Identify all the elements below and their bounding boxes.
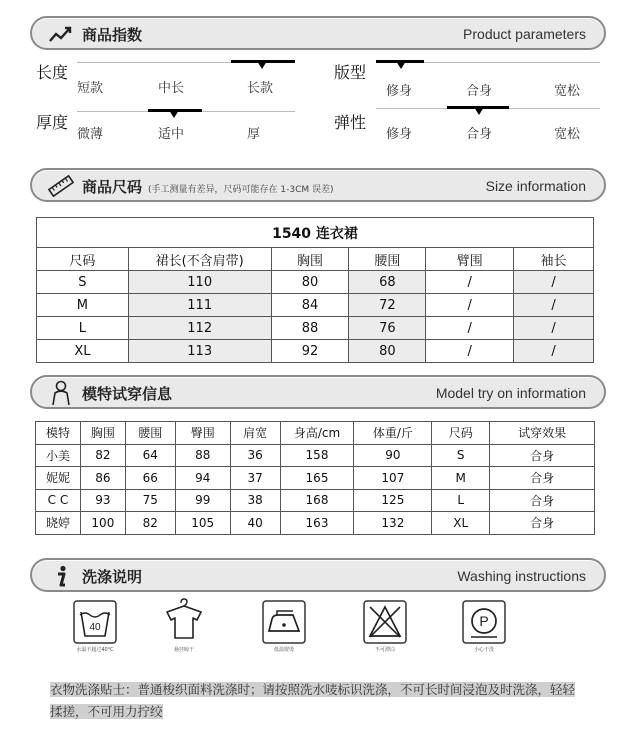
dry-clean-icon — [462, 600, 506, 644]
cell: 37 — [230, 467, 280, 490]
cell: L — [432, 489, 490, 512]
cell: 111 — [128, 294, 271, 317]
cell: 合身 — [490, 489, 595, 512]
cell: 165 — [280, 467, 354, 490]
header-cell: 胸围 — [271, 248, 349, 271]
cell: / — [514, 271, 594, 294]
cell: 75 — [125, 489, 175, 512]
table-row — [37, 271, 594, 294]
size-note: (手工测量有差异，尺码可能存在 1-3CM 误差) — [148, 185, 334, 195]
header-cell: 尺码 — [432, 422, 490, 445]
wash-caption: 低温熨烫 — [273, 647, 294, 653]
thickness-label: 厚度 — [36, 113, 69, 132]
cell: 66 — [125, 467, 175, 490]
cell: 76 — [349, 317, 426, 340]
cell: 合身 — [490, 444, 595, 467]
style-label: 版型 — [334, 63, 367, 82]
cell: 92 — [271, 340, 349, 363]
cell: / — [426, 294, 514, 317]
person-icon — [48, 380, 74, 406]
cell: 125 — [354, 489, 432, 512]
table-row — [37, 317, 594, 340]
elastic-marker-icon — [474, 107, 484, 115]
no-bleach-item — [359, 600, 411, 653]
trend-chart-icon — [48, 23, 74, 45]
cell: 100 — [80, 512, 125, 535]
banner-title-en: Washing instructions — [457, 568, 586, 584]
header-cell: 臀围 — [175, 422, 230, 445]
elastic-option: 修身 — [386, 127, 413, 142]
cell: 163 — [280, 512, 354, 535]
header-cell: 臂围 — [426, 248, 514, 271]
header-cell: 体重/斤 — [354, 422, 432, 445]
cell: 82 — [80, 444, 125, 467]
dry-clean-item — [458, 600, 510, 653]
washing-note — [50, 679, 584, 723]
iron-low-item — [258, 600, 310, 653]
cell: 88 — [175, 444, 230, 467]
washing-note-text: 衣物洗涤贴士：普通梭织面料洗涤时；请按照洗水唛标识洗涤，不可长时间浸泡及时洗涤，轻轻揉搓，不可用力拧绞 — [50, 682, 576, 719]
header-cell: 尺码 — [37, 248, 129, 271]
style-option: 修身 — [386, 84, 413, 99]
ruler-icon — [48, 175, 74, 197]
cell: / — [514, 294, 594, 317]
cell: M — [432, 467, 490, 490]
cell: / — [514, 340, 594, 363]
hang-dry-icon — [162, 596, 206, 644]
wash-caption: 悬挂晾干 — [173, 647, 194, 653]
cell: 40 — [230, 512, 280, 535]
wash-40-item — [69, 600, 121, 653]
iron-low-icon — [262, 600, 306, 644]
table-row — [36, 467, 595, 490]
cell: XL — [37, 340, 129, 363]
cell: 合身 — [490, 467, 595, 490]
banner-title: 模特试穿信息 — [82, 385, 173, 403]
cell: 93 — [80, 489, 125, 512]
info-icon — [48, 565, 74, 587]
size-table-header — [37, 248, 594, 271]
cell: 105 — [175, 512, 230, 535]
header-cell: 裙长(不含肩带) — [128, 248, 271, 271]
cell: / — [514, 317, 594, 340]
style-option: 宽松 — [554, 84, 581, 99]
cell: 90 — [354, 444, 432, 467]
cell: 82 — [125, 512, 175, 535]
header-cell: 腰围 — [125, 422, 175, 445]
model-table — [35, 421, 595, 535]
wash-40-icon — [73, 600, 117, 644]
cell: 72 — [349, 294, 426, 317]
cell: M — [37, 294, 129, 317]
cell: S — [432, 444, 490, 467]
cell: 80 — [271, 271, 349, 294]
cell: 88 — [271, 317, 349, 340]
elastic-option: 合身 — [466, 127, 493, 142]
length-option: 中长 — [158, 81, 185, 96]
banner-title: 商品尺码 (手工测量有差异，尺码可能存在 1-3CM 误差) — [82, 178, 334, 196]
cell: 妮妮 — [36, 467, 81, 490]
cell: S — [37, 271, 129, 294]
wash-caption: 小心干洗 — [473, 647, 494, 653]
cell: L — [37, 317, 129, 340]
length-option: 长款 — [247, 81, 274, 96]
product-parameters-banner — [30, 16, 606, 50]
cell: / — [426, 340, 514, 363]
cell: C C — [36, 489, 81, 512]
table-row — [36, 444, 595, 467]
style-option: 合身 — [466, 84, 493, 99]
thickness-option: 微薄 — [77, 127, 104, 142]
header-cell: 试穿效果 — [490, 422, 595, 445]
thickness-option: 厚 — [247, 127, 261, 142]
cell: 94 — [175, 467, 230, 490]
cell: / — [426, 317, 514, 340]
cell: 168 — [280, 489, 354, 512]
banner-title-en: Size information — [485, 178, 586, 194]
cell: 158 — [280, 444, 354, 467]
cell: 86 — [80, 467, 125, 490]
cell: 64 — [125, 444, 175, 467]
cell: 36 — [230, 444, 280, 467]
banner-title: 商品指数 — [82, 26, 143, 44]
cell: 晓婷 — [36, 512, 81, 535]
no-bleach-icon — [363, 600, 407, 644]
model-try-on-banner — [30, 375, 606, 409]
length-option: 短款 — [77, 81, 104, 96]
size-table-title: 1540 连衣裙 — [37, 218, 594, 248]
banner-title-en: Model try on information — [435, 385, 586, 401]
size-table — [36, 217, 594, 363]
elastic-label: 弹性 — [334, 113, 367, 132]
table-row — [37, 340, 594, 363]
header-cell: 腰围 — [349, 248, 426, 271]
cell: XL — [432, 512, 490, 535]
cell: 113 — [128, 340, 271, 363]
hang-dry-item — [158, 596, 210, 653]
cell: 合身 — [490, 512, 595, 535]
model-table-header — [36, 422, 595, 445]
wash-caption: 不可漂白 — [374, 647, 395, 653]
header-cell: 肩宽 — [230, 422, 280, 445]
cell: / — [426, 271, 514, 294]
cell: 84 — [271, 294, 349, 317]
header-cell: 胸围 — [80, 422, 125, 445]
header-cell: 袖长 — [514, 248, 594, 271]
elastic-option: 宽松 — [554, 127, 581, 142]
length-label: 长度 — [36, 63, 69, 82]
cell: 112 — [128, 317, 271, 340]
header-cell: 身高/cm — [280, 422, 354, 445]
washing-instructions-banner — [30, 558, 606, 592]
cell: 80 — [349, 340, 426, 363]
banner-title-en: Product parameters — [463, 26, 586, 42]
dry-clean-letter: P — [479, 613, 489, 629]
cell: 132 — [354, 512, 432, 535]
table-row — [36, 512, 595, 535]
length-marker-icon — [257, 61, 267, 69]
style-marker-icon — [396, 61, 406, 69]
size-information-banner — [30, 168, 606, 202]
cell: 107 — [354, 467, 432, 490]
wash-temp-label: 40 — [89, 622, 101, 633]
header-cell: 模特 — [36, 422, 81, 445]
table-row — [36, 489, 595, 512]
cell: 38 — [230, 489, 280, 512]
cell: 99 — [175, 489, 230, 512]
table-row — [37, 294, 594, 317]
thickness-marker-icon — [169, 110, 179, 118]
cell: 68 — [349, 271, 426, 294]
banner-title: 洗涤说明 — [82, 568, 143, 586]
cell: 110 — [128, 271, 271, 294]
thickness-option: 适中 — [158, 127, 185, 142]
wash-caption: 水温不超过40°C — [76, 647, 114, 653]
cell: 小美 — [36, 444, 81, 467]
